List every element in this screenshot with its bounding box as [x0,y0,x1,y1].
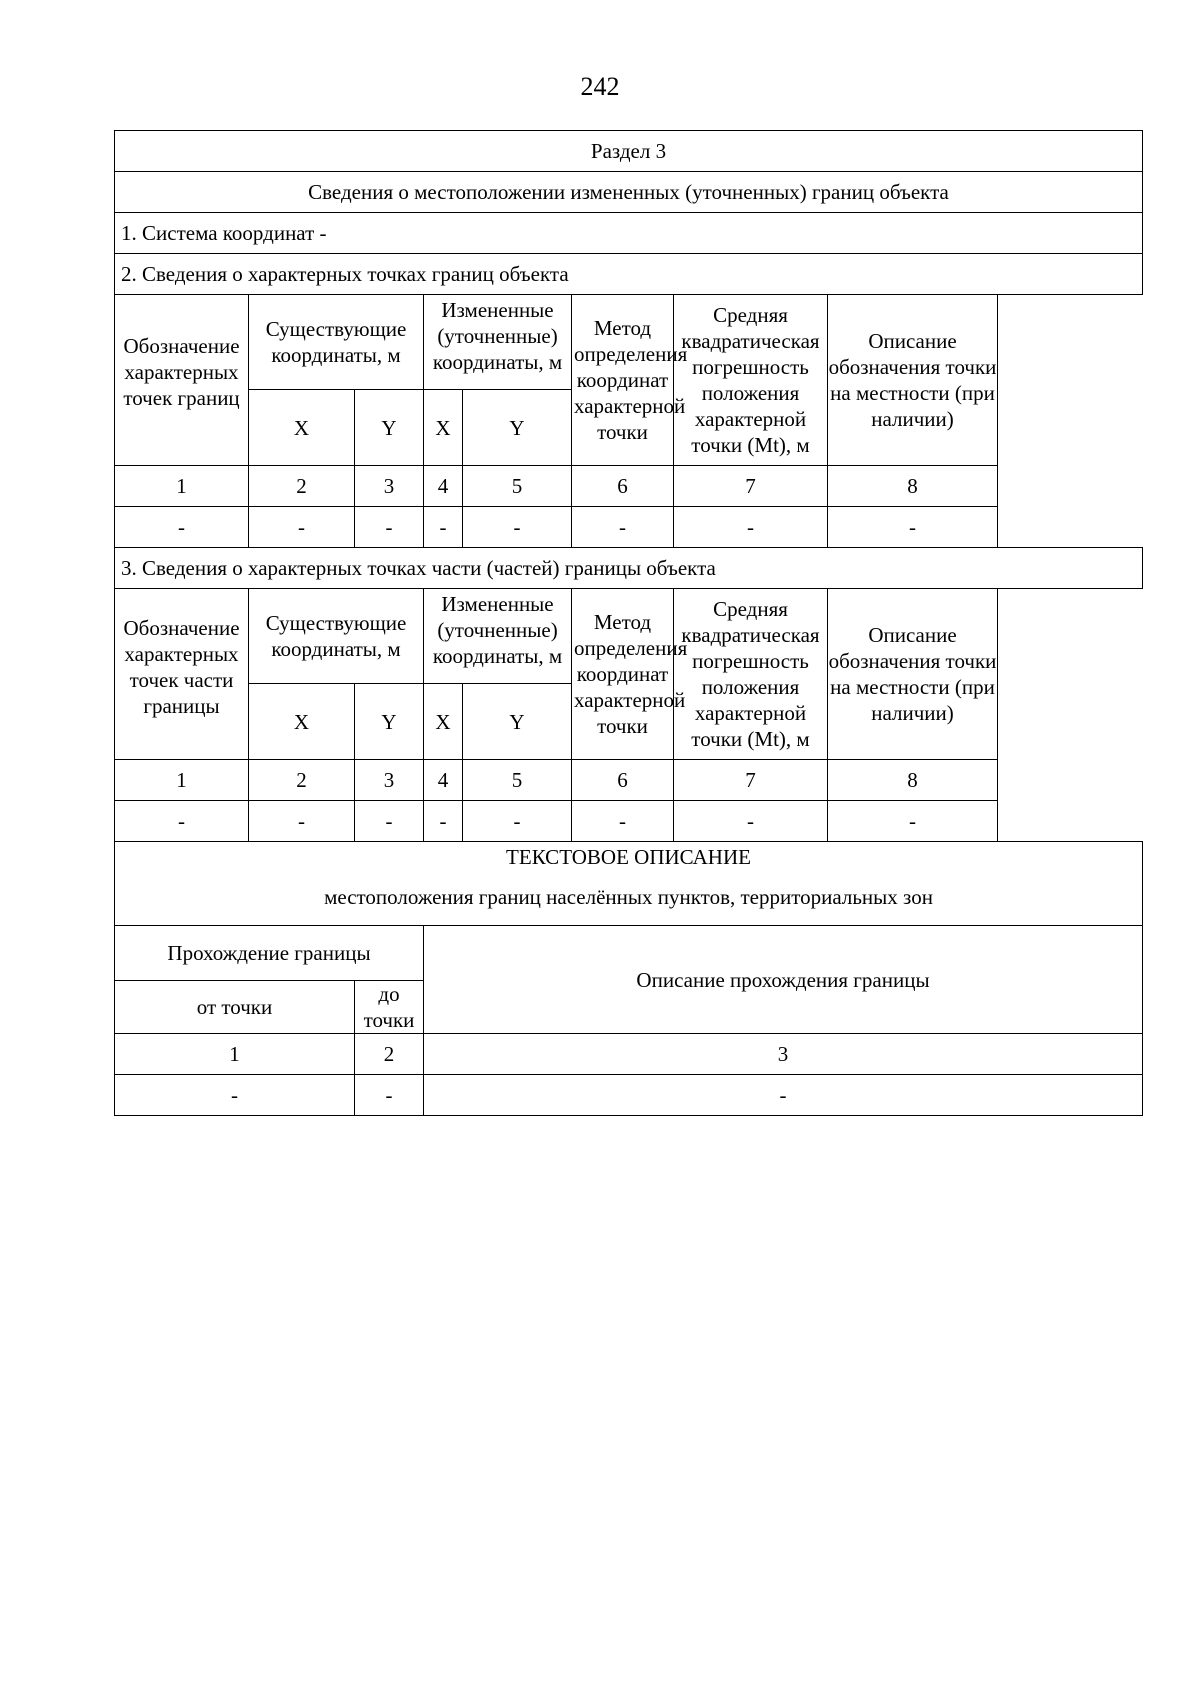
points-heading: 2. Сведения о характерных точках границ объекта [115,254,1143,295]
points-designation-header: Обозначение характерных точек границ [115,295,249,466]
point-description-header: Описание обозначения точки на местности (при наличии) [828,295,998,466]
column-number: 7 [674,466,828,507]
part-points-designation-header: Обозначение характерных точек части границы [115,589,249,760]
column-number: 2 [355,1034,424,1075]
section-3-table [114,130,1143,1116]
table-cell: - [463,507,572,548]
table-cell: - [572,801,674,842]
column-numbers-row [115,466,1143,507]
changed-coords-header: Измененные (уточненные) координаты, м [424,589,572,684]
coordinate-system: 1. Система координат - [115,213,1143,254]
column-number: 7 [674,760,828,801]
existing-coords-header: Существующие координаты, м [249,589,424,684]
table-row [115,507,1143,548]
changed-coords-header: Измененные (уточненные) координаты, м [424,295,572,390]
column-number: 2 [249,760,355,801]
part-points-heading: 3. Сведения о характерных точках части (частей) границы объекта [115,548,1143,589]
changed-x-header: X [424,684,463,760]
method-header: Метод определения координат характерной точки [572,589,674,760]
existing-y-header: Y [355,684,424,760]
changed-y-header: Y [463,390,572,466]
existing-y-header: Y [355,390,424,466]
column-number: 3 [355,466,424,507]
changed-x-header: X [424,390,463,466]
table-cell: - [424,1075,1143,1116]
text-description-block [115,842,1143,926]
column-number: 8 [828,466,998,507]
column-number: 1 [115,1034,355,1075]
to-point-header: до точки [355,981,424,1034]
page-number: 242 [580,72,620,101]
table-row [115,801,1143,842]
column-numbers-row [115,760,1143,801]
text-description-subtitle: местоположения границ населённых пунктов, территориальных зон [324,885,933,909]
table-cell: - [463,801,572,842]
column-numbers-row [115,1034,1143,1075]
column-number: 5 [463,760,572,801]
from-point-header: от точки [115,981,355,1034]
text-description-title: ТЕКСТОВОЕ ОПИСАНИЕ [506,845,751,869]
method-header: Метод определения координат характерной точки [572,295,674,466]
table-cell: - [572,507,674,548]
column-number: 6 [572,760,674,801]
section-subtitle: Сведения о местоположении измененных (уточненных) границ объекта [115,172,1143,213]
table-cell: - [249,507,355,548]
column-number: 6 [572,466,674,507]
table-cell: - [355,507,424,548]
section-title: Раздел 3 [115,131,1143,172]
changed-y-header: Y [463,684,572,760]
point-description-header: Описание обозначения точки на местности (при наличии) [828,589,998,760]
mean-error-header: Средняя квадратическая погрешность положения характерной точки (Mt), м [674,589,828,760]
table-cell: - [115,507,249,548]
column-number: 1 [115,466,249,507]
column-number: 2 [249,466,355,507]
passage-header: Прохождение границы [115,926,424,981]
table-row [115,1075,1143,1116]
column-number: 4 [424,760,463,801]
table-cell: - [828,801,998,842]
table-cell: - [674,507,828,548]
passage-description-header: Описание прохождения границы [424,926,1143,1034]
table-cell: - [355,801,424,842]
column-number: 8 [828,760,998,801]
column-number: 3 [355,760,424,801]
table-cell: - [828,507,998,548]
existing-coords-header: Существующие координаты, м [249,295,424,390]
table-cell: - [674,801,828,842]
table-cell: - [249,801,355,842]
column-number: 5 [463,466,572,507]
column-number: 3 [424,1034,1143,1075]
table-cell: - [115,801,249,842]
existing-x-header: X [249,390,355,466]
mean-error-header: Средняя квадратическая погрешность положения характерной точки (Mt), м [674,295,828,466]
existing-x-header: X [249,684,355,760]
table-cell: - [355,1075,424,1116]
table-cell: - [115,1075,355,1116]
column-number: 4 [424,466,463,507]
table-cell: - [424,801,463,842]
column-number: 1 [115,760,249,801]
table-cell: - [424,507,463,548]
